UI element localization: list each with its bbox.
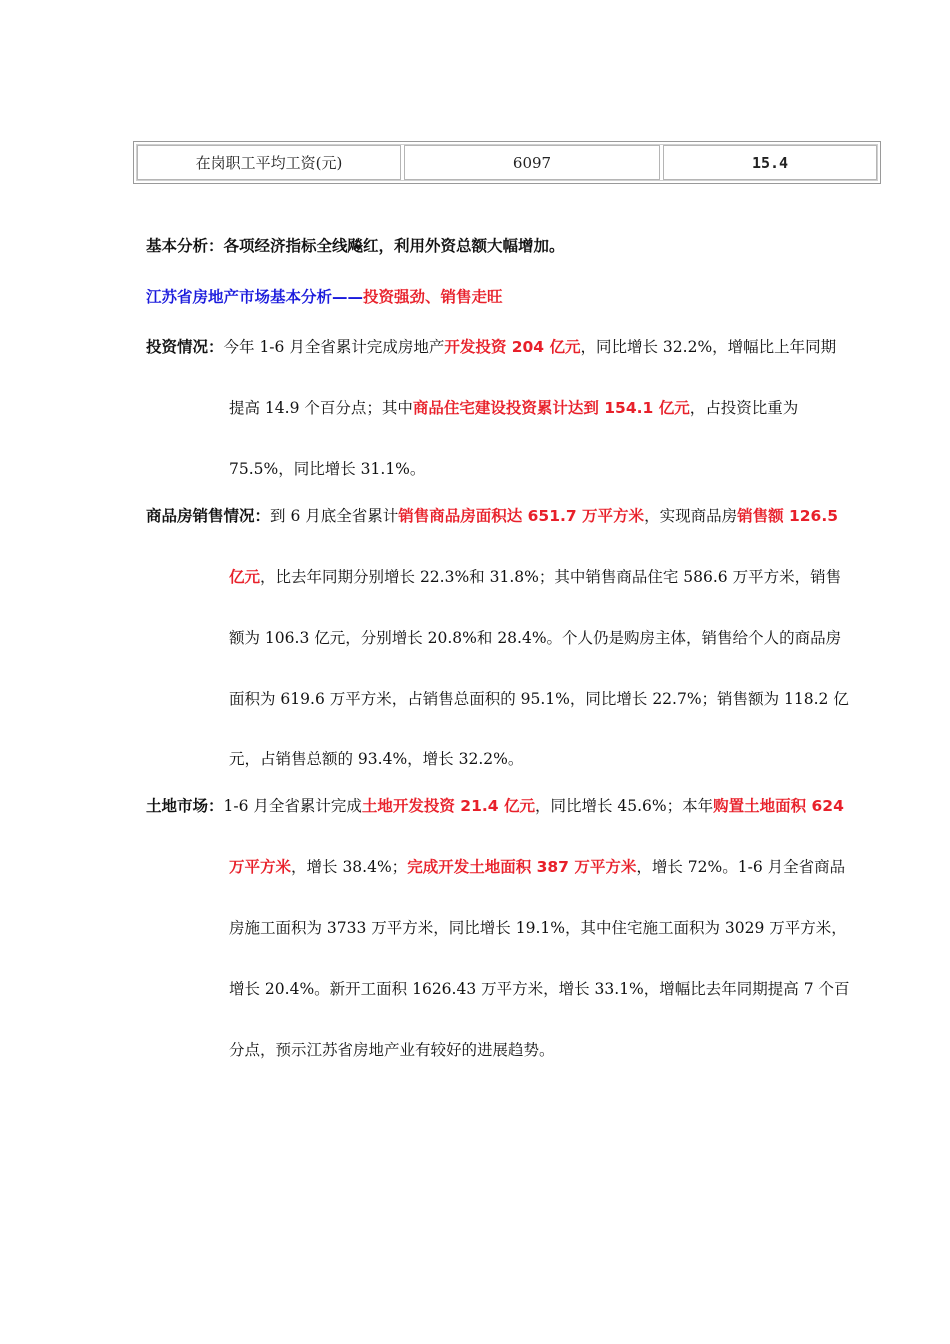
land-highlight: 土地开发投资 21.4 亿元 (361, 797, 535, 815)
land-line-5: 分点，预示江苏省房地产业有较好的进展趋势。 (229, 1041, 555, 1059)
sales-text: 到 6 月底全省累计 (270, 507, 399, 525)
land-text: ，增长 72%。1-6 月全省商品 (636, 858, 846, 876)
basic-analysis-paragraph (146, 236, 565, 256)
section-title (146, 287, 503, 307)
table-cell-value: 6097 (404, 145, 660, 180)
land-label: 土地市场： (146, 797, 224, 815)
land-text: ，增长 38.4%； (291, 858, 408, 876)
investment-highlight: 开发投资 204 亿元 (444, 338, 581, 356)
land-line-4: 增长 20.4%。新开工面积 1626.43 万平方米，增长 33.1%，增幅比去年同期提高 7 个百 (229, 980, 850, 998)
sales-highlight: 销售额 126.5 (737, 507, 839, 525)
land-line-3: 房施工面积为 3733 万平方米，同比增长 19.1%，其中住宅施工面积为 3029 万平方米， (229, 919, 847, 937)
land-line-2 (229, 857, 845, 877)
land-text: 1-6 月全省累计完成 (223, 797, 362, 815)
investment-line-2 (229, 398, 798, 418)
land-text: ，同比增长 45.6%；本年 (534, 797, 714, 815)
sales-line-5: 元，占销售总额的 93.4%，增长 32.2%。 (229, 750, 524, 768)
sales-highlight: 亿元 (229, 568, 261, 586)
sales-highlight: 销售商品房面积达 651.7 万平方米 (398, 507, 645, 525)
land-line-1 (146, 796, 844, 816)
investment-highlight: 商品住宅建设投资累计达到 154.1 亿元 (412, 399, 690, 417)
table-cell-label: 在岗职工平均工资(元) (137, 145, 401, 180)
investment-label: 投资情况： (146, 338, 224, 356)
sales-text: ，实现商品房 (644, 507, 738, 525)
land-highlight: 万平方米 (229, 858, 292, 876)
investment-line-3: 75.5%，同比增长 31.1%。 (229, 460, 426, 478)
basic-analysis-text: 各项经济指标全线飚红，利用外资总额大幅增加。 (223, 237, 565, 255)
table-cell-growth: 15.4 (663, 145, 877, 180)
section-title-main: 江苏省房地产市场基本分析—— (146, 288, 364, 306)
land-highlight: 完成开发土地面积 387 万平方米 (407, 858, 637, 876)
land-highlight: 购置土地面积 624 (713, 797, 844, 815)
section-title-highlight: 投资强劲、销售走旺 (363, 288, 503, 306)
investment-text: ，同比增长 32.2%，增幅比上年同期 (580, 338, 837, 356)
sales-label: 商品房销售情况： (146, 507, 271, 525)
sales-line-1 (146, 506, 838, 526)
sales-line-2 (229, 567, 841, 587)
investment-text: ，占投资比重为 (689, 399, 799, 417)
investment-text: 今年 1-6 月全省累计完成房地产 (223, 338, 445, 356)
sales-line-3: 额为 106.3 亿元，分别增长 20.8%和 28.4%。个人仍是购房主体，销售给个人的商品房 (229, 629, 842, 647)
investment-text: 提高 14.9 个百分点；其中 (229, 399, 413, 417)
basic-analysis-label: 基本分析： (146, 237, 224, 255)
sales-text: ，比去年同期分别增长 22.3%和 31.8%；其中销售商品住宅 586.6 万平方米，销售 (260, 568, 842, 586)
investment-line-1 (146, 337, 836, 357)
sales-line-4: 面积为 619.6 万平方米，占销售总面积的 95.1%，同比增长 22.7%；销售额为 118.2 亿 (229, 690, 849, 708)
wage-table (133, 141, 881, 184)
